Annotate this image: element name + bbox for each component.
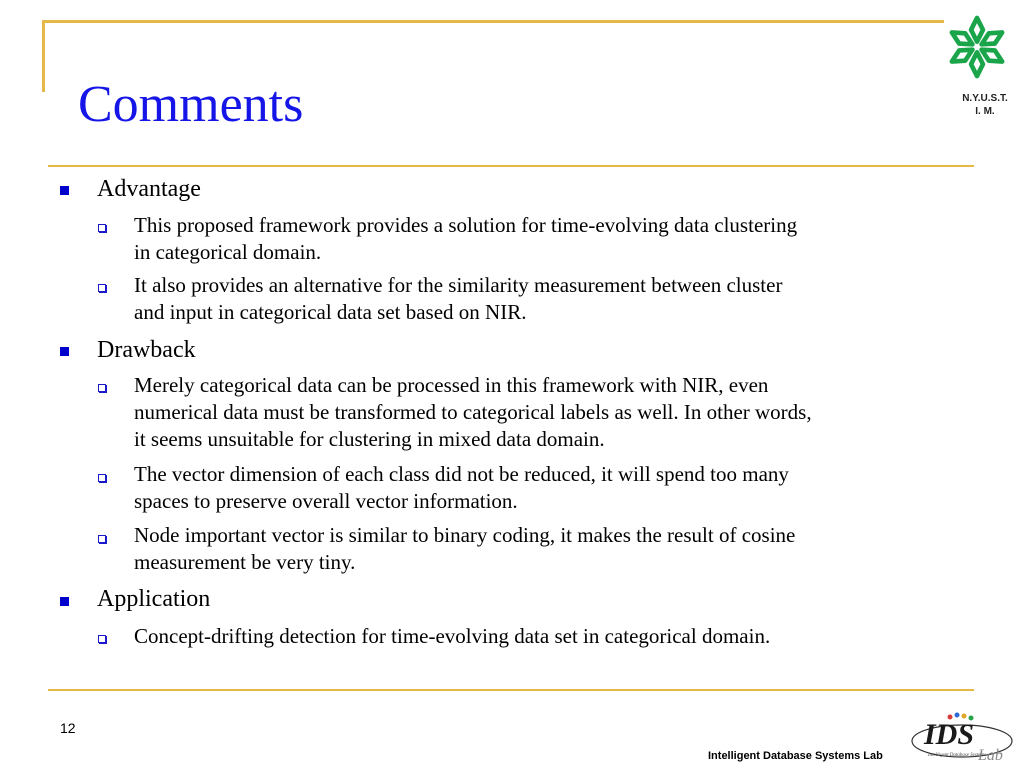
bullet-box-icon <box>98 635 106 643</box>
list-item-line: The vector dimension of each class did not be reduced, it will spend too many <box>134 462 789 486</box>
list-item-line: measurement be very tiny. <box>134 550 356 574</box>
nyust-logo-icon <box>944 14 1010 80</box>
list-item-line: It also provides an alternative for the similarity measurement between cluster <box>134 273 783 297</box>
section-heading-application: Application <box>97 586 211 612</box>
bullet-square-icon <box>60 186 69 195</box>
bullet-square-icon <box>60 347 69 356</box>
list-item-line: and input in categorical data set based on NIR. <box>134 300 527 324</box>
ids-logo-ring-text: Intelligent Database Systems <box>928 753 987 758</box>
footer-lab-name: Intelligent Database Systems Lab <box>708 750 883 762</box>
section-heading-advantage: Advantage <box>97 176 201 202</box>
logo-caption <box>944 92 1024 118</box>
page-number: 12 <box>60 720 76 736</box>
bullet-box-icon <box>98 384 106 392</box>
logo-caption-line1: N.Y.U.S.T. <box>962 93 1008 104</box>
list-item-line: Merely categorical data can be processed in this framework with NIR, even <box>134 373 769 397</box>
bullet-box-icon <box>98 224 106 232</box>
logo-caption-line2: I. M. <box>975 106 995 117</box>
list-item-line: Concept-drifting detection for time-evolving data set in categorical domain. <box>134 624 771 648</box>
list-item-line: it seems unsuitable for clustering in mixed data domain. <box>134 427 605 451</box>
ids-logo-text: IDS <box>924 718 975 751</box>
list-item-line: spaces to preserve overall vector information. <box>134 489 518 513</box>
footer-divider <box>48 689 974 691</box>
section-heading-drawback: Drawback <box>97 337 196 363</box>
bullet-box-icon <box>98 535 106 543</box>
list-item-line: numerical data must be transformed to categorical labels as well. In other words, <box>134 400 812 424</box>
slide-title: Comments <box>78 76 304 133</box>
bullet-box-icon <box>98 284 106 292</box>
ids-logo-sub: Lab <box>978 747 1003 764</box>
list-item-line: This proposed framework provides a solution for time-evolving data clustering <box>134 213 798 237</box>
ids-lab-logo-icon <box>906 708 1018 768</box>
list-item-line: Node important vector is similar to binary coding, it makes the result of cosine <box>134 523 796 547</box>
list-item-line: in categorical domain. <box>134 240 322 264</box>
title-divider <box>48 165 974 167</box>
frame-top-line <box>42 20 944 23</box>
bullet-square-icon <box>60 597 69 606</box>
frame-left-line <box>42 20 45 92</box>
bullet-box-icon <box>98 474 106 482</box>
